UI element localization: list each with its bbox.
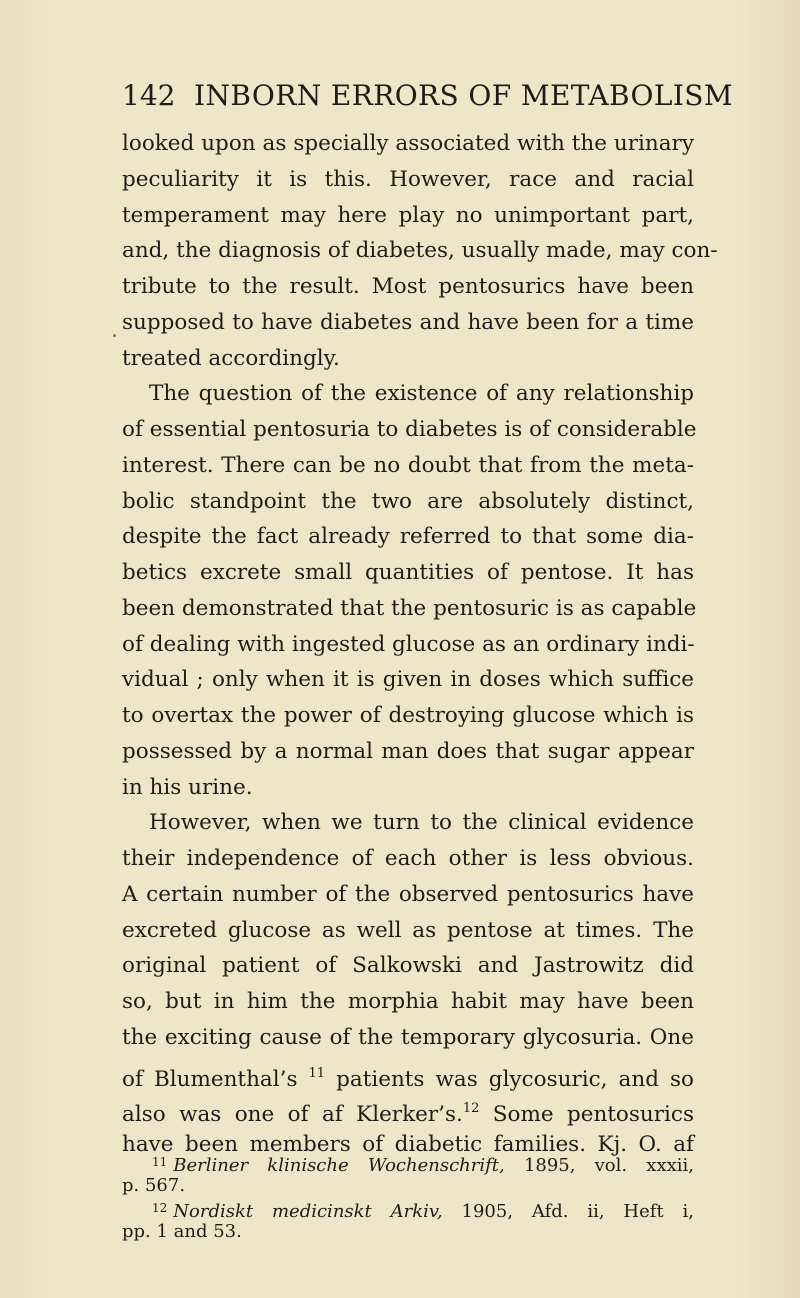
footnotes bbox=[122, 1151, 694, 1243]
line-text: Some pentosurics bbox=[492, 1102, 694, 1128]
text-line: of dealing with ingested glucose as an ordinary indi- bbox=[122, 631, 695, 657]
footnote-ref-11: 11 bbox=[308, 1065, 326, 1081]
text-line: excreted glucose as well as pentose at times. The bbox=[122, 917, 694, 943]
text-line: possessed by a normal man does that sugar appear bbox=[122, 738, 694, 764]
footnote-number: 12 bbox=[152, 1201, 168, 1215]
text-line: peculiarity it is this. However, race and racial bbox=[122, 166, 694, 192]
footnote-12 bbox=[122, 1197, 694, 1220]
text-line: interest. There can be no doubt that from the meta- bbox=[122, 452, 694, 478]
text-line: A certain number of the observed pentosurics have bbox=[122, 881, 694, 907]
page-number: 142 bbox=[122, 79, 176, 112]
text-line: of essential pentosuria to diabetes is of considerable bbox=[122, 417, 697, 442]
text-line: original patient of Salkowski and Jastrowitz did bbox=[122, 953, 694, 979]
footnote-11 bbox=[122, 1151, 694, 1174]
text-line: despite the fact already referred to that some dia- bbox=[122, 524, 694, 550]
text-line: their independence of each other is less obvious. bbox=[122, 846, 694, 871]
footnote-11-cont: p. 567. bbox=[122, 1175, 186, 1196]
text-line: and, the diagnosis of diabetes, usually made, may con- bbox=[122, 238, 718, 264]
text-line: looked upon as specially associated with the urinary bbox=[122, 131, 694, 156]
text-line: However, when we turn to the clinical evidence bbox=[149, 810, 694, 836]
text-line: the exciting cause of the temporary glycosuria. One bbox=[122, 1024, 694, 1050]
text-line bbox=[122, 1091, 694, 1127]
footnote-ref-12: 12 bbox=[462, 1101, 480, 1117]
line-text: patients was glycosuric, and so bbox=[336, 1066, 694, 1092]
running-header bbox=[122, 76, 733, 116]
text-line: tribute to the result. Most pentosurics have been bbox=[122, 274, 694, 299]
text-line: so, but in him the morphia habit may have been bbox=[122, 989, 694, 1014]
text-line: betics excrete small quantities of pentose. It has bbox=[122, 560, 694, 585]
text-line: to overtax the power of destroying glucose which is bbox=[122, 703, 694, 728]
text-line: have been members of diabetic families. Kj. O. af bbox=[122, 1132, 694, 1157]
text-line: temperament may here play no unimportant part, bbox=[122, 202, 694, 228]
body-text bbox=[122, 126, 718, 1163]
text-line: treated accordingly. bbox=[122, 345, 340, 371]
text-line: vidual ; only when it is given in doses which suffice bbox=[122, 667, 694, 693]
margin-mark bbox=[113, 334, 116, 337]
text-line bbox=[122, 1056, 694, 1092]
footnote-text: 1895, vol. xxxii, bbox=[523, 1155, 694, 1176]
footnote-title: Nordiskt medicinskt Arkiv, bbox=[173, 1201, 443, 1222]
line-text: also was one of af Klerker’s. bbox=[122, 1102, 463, 1128]
footnote-title: Berliner klinische Wochenschrift, bbox=[173, 1155, 505, 1176]
footnote-text: 1905, Afd. ii, Heft i, bbox=[461, 1201, 695, 1222]
footnote-12-cont: pp. 1 and 53. bbox=[122, 1221, 242, 1242]
text-line: bolic standpoint the two are absolutely distinct, bbox=[122, 488, 694, 514]
line-text: of Blumenthal’s bbox=[122, 1066, 298, 1092]
text-line: The question of the existence of any relationship bbox=[149, 381, 694, 407]
text-line: supposed to have diabetes and have been for a time bbox=[122, 309, 694, 335]
text-line: in his urine. bbox=[122, 774, 253, 800]
footnote-number: 11 bbox=[152, 1155, 168, 1169]
text-line: been demonstrated that the pentosuric is as capable bbox=[122, 595, 697, 621]
running-title: INBORN ERRORS OF METABOLISM bbox=[194, 79, 733, 112]
